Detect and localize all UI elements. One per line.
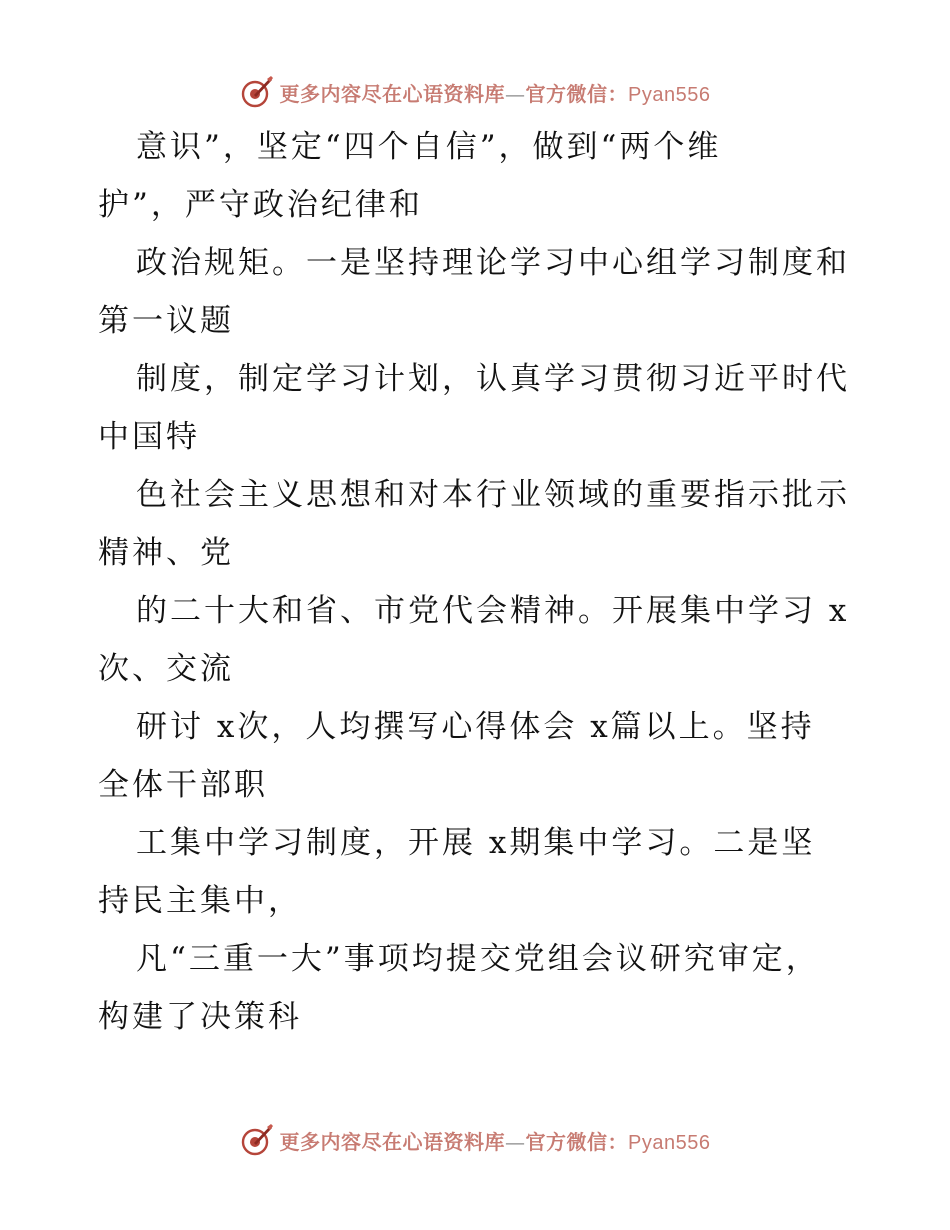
footer-watermark [0,1118,950,1162]
body-line: 意识”，坚定“四个自信”，做到“两个维 [136,129,722,165]
body-line: 全体干部职 [98,767,268,803]
body-line: 色社会主义思想和对本行业领域的重要指示批示 [136,477,850,513]
document-body [98,118,878,1046]
watermark-contact-id: Pyan556 [628,1131,711,1154]
watermark-separator: — [505,81,526,106]
body-line: 政治规矩。一是坚持理论学习中心组学习制度和 [136,245,850,281]
body-line: 研讨 x次，人均撰写心得体会 x篇以上。坚持 [136,709,815,745]
watermark-contact-label: 官方微信： [525,81,629,106]
header-watermark [0,70,950,114]
body-line: 持民主集中， [98,883,302,919]
body-line: 工集中学习制度，开展 x期集中学习。二是坚 [136,825,816,861]
watermark-brand-text: 更多内容尽在心语资料库 [279,1129,506,1154]
watermark-contact-id: Pyan556 [628,83,711,106]
body-line: 构建了决策科 [98,999,302,1035]
body-line: 制度，制定学习计划，认真学习贯彻习近平时代 [136,361,850,397]
body-line: 凡“三重一大”事项均提交党组会议研究审定， [136,941,820,977]
watermark-separator: — [505,1129,526,1154]
body-line: 第一议题 [98,303,234,339]
body-line: 次、交流 [98,651,234,687]
body-line: 中国特 [98,419,200,455]
watermark-contact-label: 官方微信： [525,1129,629,1154]
body-line: 精神、党 [98,535,234,571]
quill-pen-seal-icon [240,1123,274,1157]
body-line: 的二十大和省、市党代会精神。开展集中学习 x [136,593,850,629]
body-line: 护”，严守政治纪律和 [98,187,423,223]
watermark-brand-text: 更多内容尽在心语资料库 [279,81,506,106]
quill-pen-seal-icon [240,75,274,109]
